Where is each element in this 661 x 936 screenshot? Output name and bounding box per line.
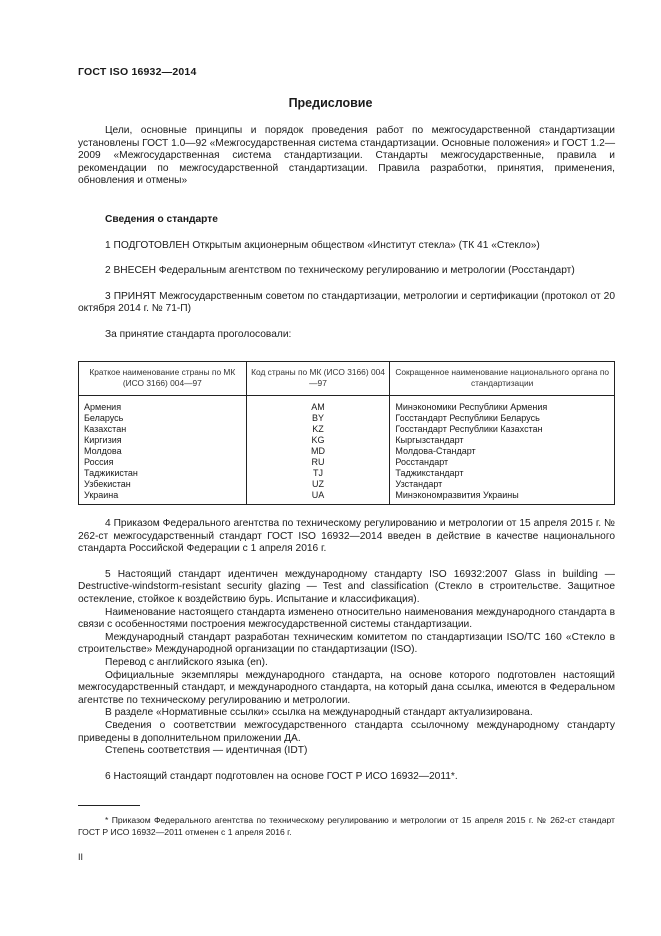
- table-row: [79, 435, 615, 446]
- cell-country: Россия: [79, 457, 247, 468]
- header-country-name: Краткое наименование страны по МК (ИСО 3166) 004—97: [79, 362, 247, 396]
- item-5-committee: Международный стандарт разработан техническим комитетом по стандартизации ISO/TC 160 «Стекло в строительстве» Международной организации по стандартизации (ISO).: [78, 631, 615, 656]
- running-header: ГОСТ ISO 16932—2014: [78, 66, 197, 78]
- page-number: II: [78, 852, 84, 862]
- cell-body: Госстандарт Республики Казахстан: [390, 424, 615, 435]
- cell-body: Росстандарт: [390, 457, 615, 468]
- table-row: [79, 396, 615, 414]
- cell-code: AM: [246, 396, 390, 414]
- cell-country: Таджикистан: [79, 468, 247, 479]
- item-4: 4 Приказом Федерального агентства по техническому регулированию и метрологии от 15 апреля 2015 г. № 262-ст межгосударственный стандарт ГОСТ ISO 16932—2014 введен в действие в качестве национального стандарта Российской Федерации с 1 апреля 2016 г.: [78, 518, 615, 555]
- item-1: 1 ПОДГОТОВЛЕН Открытым акционерным обществом «Институт стекла» (ТК 41 «Стекло»): [105, 239, 540, 251]
- item-5-conformity: Сведения о соответствии межгосударственного стандарта ссылочному международному стандарту приведены в дополнительном приложении ДА.: [78, 719, 615, 744]
- item-5-translation: Перевод с английского языка (en).: [105, 656, 268, 668]
- vote-intro: За принятие стандарта проголосовали:: [105, 328, 292, 340]
- cell-country: Армения: [79, 396, 247, 414]
- cell-body: Минэкономразвития Украины: [390, 490, 615, 505]
- cell-code: KG: [246, 435, 390, 446]
- table-row: [79, 424, 615, 435]
- item-5-official-copies: Официальные экземпляры международного стандарта, на основе которого подготовлен настоящий межгосударственный стандарт, и международного стандарта, на который дана ссылка, имеются в Федеральном агентстве по техническому регулированию и метрологии.: [78, 669, 615, 706]
- cell-country: Казахстан: [79, 424, 247, 435]
- cell-code: UZ: [246, 479, 390, 490]
- cell-body: Таджикстандарт: [390, 468, 615, 479]
- cell-code: TJ: [246, 468, 390, 479]
- adoption-section: [78, 518, 615, 783]
- table-row: [79, 446, 615, 457]
- cell-code: KZ: [246, 424, 390, 435]
- cell-code: MD: [246, 446, 390, 457]
- item-5: 5 Настоящий стандарт идентичен международному стандарту ISO 16932:2007 Glass in building — Destructive-windstorm-resistant security glazing — Test and classification (Стекло в строительстве. Защитное остекление, стойкое к воздействию бурь. Испытание и классификация).: [78, 568, 615, 605]
- item-5-references: В разделе «Нормативные ссылки» ссылка на международный стандарт актуализирована.: [105, 707, 533, 719]
- cell-code: BY: [246, 413, 390, 424]
- item-5-degree: Степень соответствия — идентичная (IDT): [105, 745, 308, 757]
- item-3: 3 ПРИНЯТ Межгосударственным советом по стандартизации, метрологии и сертификации (протокол от 20 октября 2014 г. № 71-П): [78, 290, 615, 315]
- page-title: Предисловие: [288, 96, 373, 110]
- cell-body: Молдова-Стандарт: [390, 446, 615, 457]
- cell-country: Киргизия: [79, 435, 247, 446]
- standard-info-section: [78, 214, 615, 342]
- item-6: 6 Настоящий стандарт подготовлен на основе ГОСТ Р ИСО 16932—2011*.: [105, 770, 458, 782]
- item-5-title-change: Наименование настоящего стандарта изменено относительно наименования международного стандарта в связи с особенностями построения межгосударственной системы стандартизации.: [78, 606, 615, 631]
- cell-body: Узстандарт: [390, 479, 615, 490]
- table-header-row: [79, 362, 615, 396]
- table-row: [79, 413, 615, 424]
- cell-body: Кыргызстандарт: [390, 435, 615, 446]
- cell-country: Молдова: [79, 446, 247, 457]
- section-heading: Сведения о стандарте: [105, 214, 218, 225]
- intro-section: [78, 125, 615, 188]
- cell-country: Украина: [79, 490, 247, 505]
- cell-code: RU: [246, 457, 390, 468]
- header-national-body: Сокращенное наименование национального органа по стандартизации: [390, 362, 615, 396]
- item-2: 2 ВНЕСЕН Федеральным агентством по техническому регулированию и метрологии (Росстандарт): [105, 265, 575, 277]
- cell-country: Узбекистан: [79, 479, 247, 490]
- table-row: [79, 490, 615, 505]
- header-country-code: Код страны по МК (ИСО 3166) 004—97: [246, 362, 390, 396]
- table-row: [79, 468, 615, 479]
- cell-body: Госстандарт Республики Беларусь: [390, 413, 615, 424]
- cell-code: UA: [246, 490, 390, 505]
- footnote: * Приказом Федерального агентства по техническому регулированию и метрологии от 15 апреля 2015 г. № 262-ст стандарт ГОСТ Р ИСО 16932—2011 отменен с 1 апреля 2016 г.: [78, 815, 615, 837]
- cell-body: Минэкономики Республики Армения: [390, 396, 615, 414]
- vote-table: [78, 361, 615, 505]
- table-row: [79, 457, 615, 468]
- intro-paragraph: Цели, основные принципы и порядок проведения работ по межгосударственной стандартизации установлены ГОСТ 1.0—92 «Межгосударственная система стандартизации. Основные положения» и ГОСТ 1.2—2009 «Межгосударственная система стандартизации. Стандарты межгосударственные, правила и рекомендации по межгосударственной стандартизации. Правила разработки, принятия, применения, обновления и отмены»: [78, 125, 616, 187]
- footnote-rule: [78, 805, 140, 806]
- cell-country: Беларусь: [79, 413, 247, 424]
- table-row: [79, 479, 615, 490]
